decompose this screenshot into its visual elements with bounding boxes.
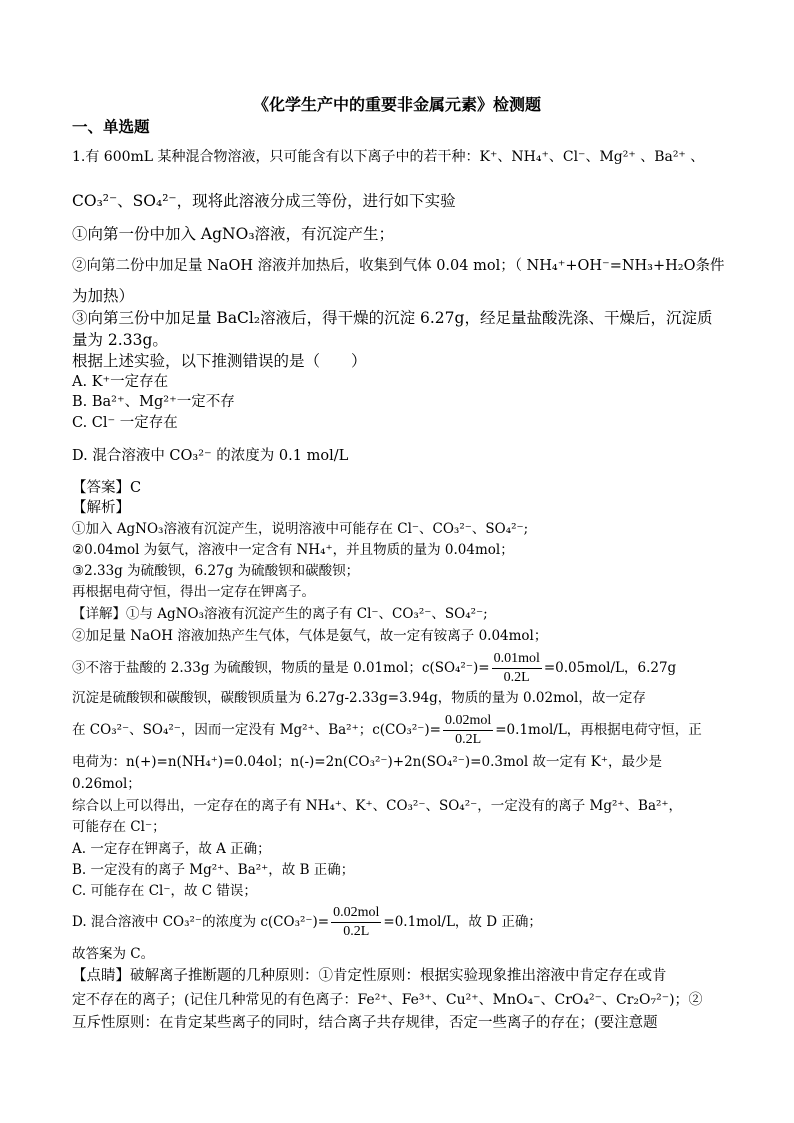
point-line-3: 互斥性原则：在肯定某些离子的同时，结合离子共存规律，否定一些离子的存在；(要注意题 — [72, 1015, 658, 1031]
detail-line-3 — [72, 650, 724, 687]
detail-line-4: 沉淀是硫酸钡和碳酸钡，碳酸钡质量为 6.27g-2.33g=3.94g，物质的量为 0.02mol，故一定存 — [72, 690, 646, 706]
answer-label: 【答案】C — [72, 480, 142, 496]
detail-line-10: A. 一定存在钾离子，故 A 正确； — [72, 841, 271, 857]
fraction-carbonate-2 — [331, 904, 381, 941]
detail-line-13-end: =0.1mol/L，故 D 正确； — [383, 914, 542, 930]
question-line-2: CO₃²⁻、SO₄²⁻，现将此溶液分成三等份，进行如下实验 — [72, 192, 456, 210]
detail-line-13-start: D. 混合溶液中 CO₃²⁻的浓度为 c(CO₃²⁻)= — [72, 914, 330, 930]
detail-line-6: 电荷为：n(+)=n(NH₄⁺)=0.04ol；n(-)=2n(CO₃²⁻)+2n(SO₄²⁻)=0.3mol 故一定有 K⁺，最少是 — [72, 754, 662, 770]
detail-line-8: 综合以上可以得出，一定存在的离子有 NH₄⁺、K⁺、CO₃²⁻、SO₄²⁻，一定没有的离子 Mg²⁺、Ba²⁺， — [72, 798, 683, 814]
fraction-carbonate — [443, 712, 493, 749]
fraction-numerator: 0.02mol — [331, 904, 381, 923]
analysis-line-1: ①加入 AgNO₃溶液有沉淀产生，说明溶液中可能存在 Cl⁻、CO₃²⁻、SO₄²⁻; — [72, 521, 529, 537]
analysis-line-2: ②0.04mol 为氨气，溶液中一定含有 NH₄⁺，并且物质的量为 0.04mol； — [72, 542, 514, 558]
point-line-1: 【点睛】破解离子推断题的几种原则：①肯定性原则：根据实验现象推出溶液中肯定存在或肯 — [72, 968, 667, 984]
question-line-3: ①向第一份中加入 AgNO₃溶液，有沉淀产生； — [72, 225, 395, 243]
question-line-5: 为加热） — [72, 287, 135, 305]
detail-line-5-end: =0.1mol/L，再根据电荷守恒，正 — [495, 722, 702, 738]
section-heading: 一、单选题 — [72, 117, 150, 136]
analysis-heading: 【解析】 — [72, 500, 130, 516]
detail-line-14: 故答案为 C。 — [72, 946, 155, 962]
question-line-6: ③向第三份中加足量 BaCl₂溶液后，得干燥的沉淀 6.27g，经足量盐酸洗涤、干燥后，沉淀质 — [72, 309, 713, 327]
detail-line-11: B. 一定没有的离子 Mg²⁺、Ba²⁺，故 B 正确； — [72, 862, 355, 878]
option-d: D. 混合溶液中 CO₃²⁻ 的浓度为 0.1 mol/L — [72, 448, 349, 464]
point-line-2: 定不存在的离子；(记住几种常见的有色离子：Fe²⁺、Fe³⁺、Cu²⁺、MnO₄⁻、CrO₄²⁻、Cr₂O₇²⁻)；② — [72, 992, 703, 1008]
detail-line-13 — [72, 904, 724, 941]
question-line-1: 1.有 600mL 某种混合物溶液，只可能含有以下离子中的若干种：K⁺、NH₄⁺、Cl⁻、Mg²⁺ 、Ba²⁺ 、 — [72, 149, 705, 165]
fraction-sulfate — [492, 650, 542, 687]
question-line-7: 量为 2.33g。 — [72, 331, 168, 349]
fraction-numerator: 0.01mol — [492, 650, 542, 669]
fraction-denominator: 0.2L — [503, 670, 530, 685]
detail-line-5 — [72, 712, 724, 749]
option-c: C. Cl⁻ 一定存在 — [72, 415, 178, 431]
question-line-8: 根据上述实验，以下推测错误的是（ ） — [72, 352, 367, 370]
option-b: B. Ba²⁺、Mg²⁺一定不存 — [72, 394, 235, 410]
question-line-4: ②向第二份中加足量 NaOH 溶液并加热后，收集到气体 0.04 mol；（ NH₄⁺+OH⁻=NH₃+H₂O条件 — [72, 258, 725, 274]
fraction-denominator: 0.2L — [343, 924, 370, 939]
detail-line-3-start: ③不溶于盐酸的 2.33g 为硫酸钡，物质的量是 0.01mol；c(SO₄²⁻)= — [72, 660, 490, 676]
analysis-line-4: 再根据电荷守恒，得出一定存在钾离子。 — [72, 584, 315, 600]
detail-line-9: 可能存在 Cl⁻； — [72, 819, 166, 835]
detail-line-5-start: 在 CO₃²⁻、SO₄²⁻，因而一定没有 Mg²⁺、Ba²⁺；c(CO₃²⁻)= — [72, 722, 441, 738]
detail-line-3-end: =0.05mol/L，6.27g — [543, 660, 677, 676]
analysis-line-3: ③2.33g 为硫酸钡，6.27g 为硫酸钡和碳酸钡； — [72, 563, 360, 579]
document-title: 《化学生产中的重要非金属元素》检测题 — [252, 95, 541, 114]
detail-line-1: 【详解】①与 AgNO₃溶液有沉淀产生的离子有 Cl⁻、CO₃²⁻、SO₄²⁻; — [72, 606, 488, 622]
fraction-denominator: 0.2L — [455, 732, 482, 747]
detail-line-7: 0.26mol； — [72, 776, 141, 792]
option-a: A. K⁺一定存在 — [72, 374, 169, 390]
detail-line-12: C. 可能存在 Cl⁻，故 C 错误； — [72, 883, 257, 899]
detail-line-2: ②加足量 NaOH 溶液加热产生气体，气体是氨气，故一定有铵离子 0.04mol； — [72, 628, 548, 644]
fraction-numerator: 0.02mol — [443, 712, 493, 731]
